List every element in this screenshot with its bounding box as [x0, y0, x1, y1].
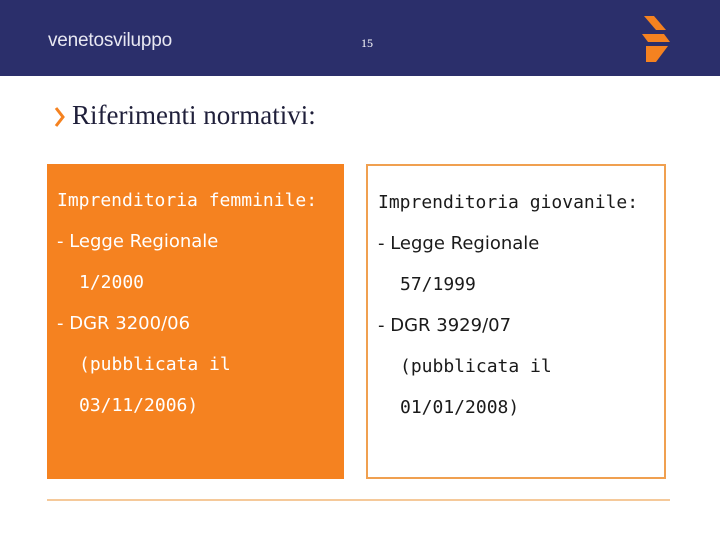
published-date: 01/01/2008) [400, 397, 520, 418]
box-heading: Imprenditoria femminile: [57, 190, 318, 211]
law-label: - Legge Regionale [378, 233, 540, 254]
female-entrepreneurship-box [47, 164, 344, 479]
page-number: 15 [361, 36, 373, 50]
published-label: (pubblicata il [400, 356, 552, 377]
youth-entrepreneurship-box [366, 164, 666, 479]
header-bar [0, 0, 720, 76]
slide-title: Riferimenti normativi: [72, 100, 316, 130]
logo-text: venetosviluppo [48, 30, 172, 51]
law-label: - Legge Regionale [57, 231, 219, 252]
footer-divider [47, 499, 670, 501]
published-date: 03/11/2006) [79, 395, 199, 416]
law-number: 57/1999 [400, 274, 476, 295]
published-label: (pubblicata il [79, 354, 231, 375]
chevron-right-icon [54, 106, 66, 128]
dgr-reference: - DGR 3929/07 [378, 315, 512, 336]
box-heading: Imprenditoria giovanile: [378, 192, 639, 213]
dgr-reference: - DGR 3200/06 [57, 313, 191, 334]
law-number: 1/2000 [79, 272, 145, 293]
brand-mark-icon [640, 14, 674, 64]
